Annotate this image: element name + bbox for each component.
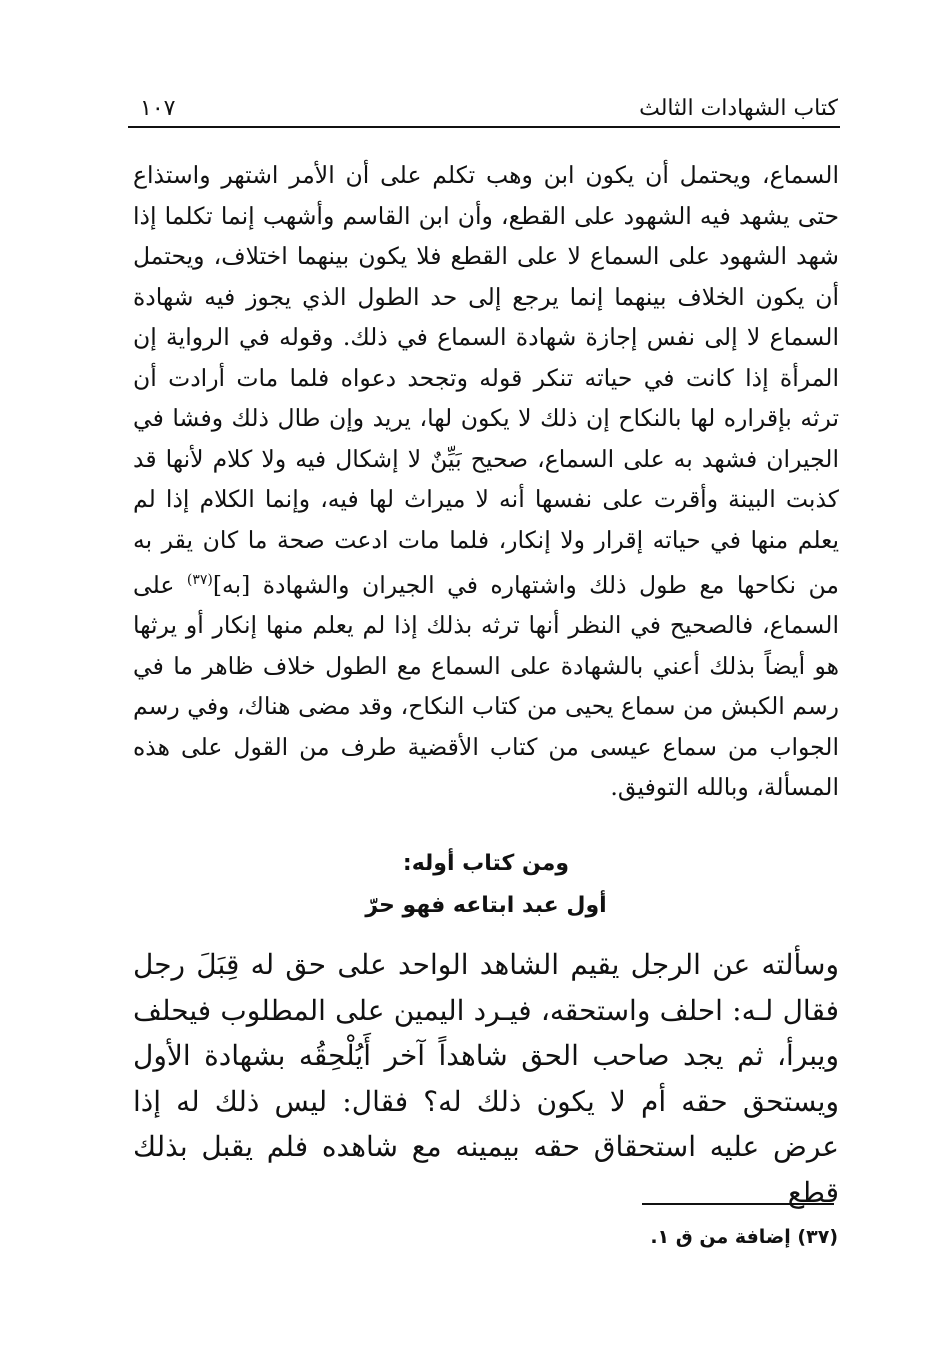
commentary-text bbox=[133, 155, 839, 808]
page-header bbox=[128, 90, 840, 128]
commentary-part-2: على السماع، فالصحيح في النظر أنها ترثه بذلك إذا لم يعلم منها إنكار أو يرثها هو أيضاً بذلك أعني بالشهادة على السماع مع الطول خلاف ظاهر ما في رسم الكبش من سماع يحيى من كتاب النكاح، وقد مضى هناك، وفي رسم الجواب من سماع عيسى من كتاب الأقضية طرف من القول على هذه المسألة، وبالله التوفيق. bbox=[133, 570, 839, 802]
section-heading-line-1: ومن كتاب أوله: bbox=[402, 851, 570, 876]
footnote-divider bbox=[642, 1203, 834, 1205]
question-paragraph: وسألته عن الرجل يقيم الشاهد الواحد على حق له قِبَلَ رجل فقال لـه: احلف واستحقه، فيـرد اليمين على المطلوب فيحلف ويبرأ، ثم يجد صاحب الحق شاهداً آخر أَيُلْحِقُه بشهادة الأول ويستحق حقه أم لا يكون ذلك له؟ فقال: ليس ذلك له إذا عرض عليه استحقاق حقه بيمينه مع شاهده فلم يقبل بذلك قطع bbox=[133, 948, 840, 1209]
page-number: ١٠٧ bbox=[140, 96, 176, 121]
footnote-reference: (٣٧) bbox=[186, 572, 213, 588]
section-heading-line-2: أول عبد ابتاعه فهو حرّ bbox=[365, 893, 607, 918]
commentary-paragraph bbox=[133, 155, 839, 808]
commentary-part-1: السماع، ويحتمل أن يكون ابن وهب تكلم على أن الأمر اشتهر واستذاع حتى يشهد فيه الشهود على القطع، وأن ابن القاسم وأشهب إنما تكلما إذا شهد الشهود على السماع لا على القطع فلا يكون بينهما اختلاف، ويحتمل أن يكون الخلاف بينهما إنما يرجع إلى حد الطول الذي يجوز فيه شهادة السماع لا إلى نفس إجازة شهادة السماع في ذلك. وقوله في الرواية إن المرأة إذا كانت في حياته تنكر قوله وتجحد دعواه فلما مات أرادت أن ترثه بإقراره لها بالنكاح إن ذلك لا يكون لها، يريد وإن طال ذلك وفشا في الجيران فشهد به على السماع، صحيح بَيِّنٌ لا إشكال فيه ولا كلام لأنها قد كذبت البينة وأقرت على نفسها أنه لا ميراث لها فيه، وإنما الكلام إذا لم يعلم منها في حياته إقرار ولا إنكار، فلما مات ادعت صحة ما كان يقر به من نكاحها مع طول ذلك واشتهاره في الجيران والشهادة [به] bbox=[133, 161, 840, 599]
footnote: (٣٧) إضافة من ق ١. bbox=[650, 1226, 838, 1248]
section-heading bbox=[133, 843, 839, 927]
running-title: كتاب الشهادات الثالث bbox=[639, 96, 838, 121]
question-text bbox=[133, 942, 839, 1215]
